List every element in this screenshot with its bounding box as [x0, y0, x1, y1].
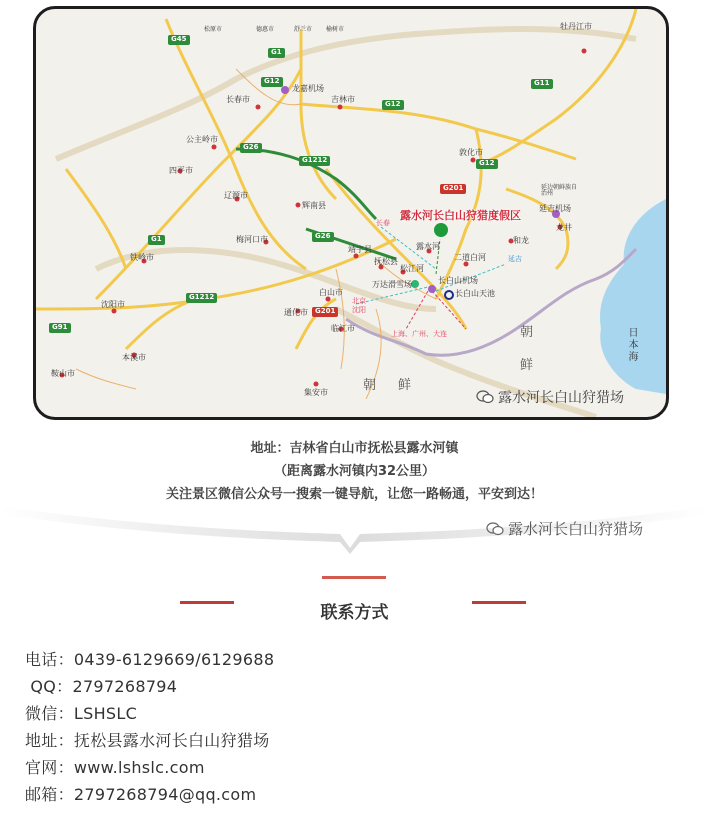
map-city-label: 万达滑雪场 [372, 280, 412, 289]
contact-email[interactable]: 邮箱：2797268794@qq.com [25, 785, 257, 804]
map-watermark [476, 387, 624, 407]
map-city-label: 白山市 [319, 288, 343, 297]
navigation-note: 关注景区微信公众号一搜索一键导航，让您一路畅通，平安到达！ [165, 487, 543, 502]
route-label: 延吉 [508, 255, 522, 263]
route-label: 长春 [376, 219, 390, 227]
highway-shield: G1 [268, 48, 285, 58]
map-city-label: 鞍山市 [51, 369, 75, 378]
resort-title: 露水河长白山狩猎度假区 [400, 209, 521, 222]
map-city-label: 和龙 [513, 236, 529, 245]
highway-shield: G1212 [186, 293, 217, 303]
highway-shield: G1 [148, 235, 165, 245]
map-city-label: 敦化市 [459, 148, 483, 157]
sea-label: 日本海 [626, 327, 637, 363]
highway-shield: G11 [531, 79, 553, 89]
route-label: 上海、广州、大连 [391, 330, 447, 338]
region-label: 朝 [520, 325, 534, 340]
highway-shield: G45 [168, 35, 190, 45]
map-city-label: 临江市 [331, 324, 355, 333]
route-label: 沈阳 [352, 306, 366, 314]
highway-shield: G201 [440, 184, 466, 194]
wechat-icon [486, 522, 504, 536]
contact-website[interactable]: 官网：www.lshslc.com [25, 758, 205, 777]
map-city-label: 舒兰市 [294, 26, 313, 33]
highway-shield: G26 [240, 143, 262, 153]
highway-shield: G12 [382, 100, 404, 110]
map-city-label: 松江河 [400, 264, 424, 273]
map-city-label: 长白山机场 [438, 276, 478, 285]
map-city-label: 辽源市 [224, 191, 248, 200]
map-city-label: 延边朝鲜族自治州 [541, 184, 578, 197]
title-accent [322, 576, 386, 579]
region-label: 鲜 [398, 378, 412, 393]
highway-shield: G26 [312, 232, 334, 242]
map-city-label: 集安市 [304, 388, 328, 397]
address-line: 地址：吉林省白山市抚松县露水河镇 [250, 441, 459, 456]
map-city-label: 露水河 [416, 242, 440, 251]
map-city-label: 抚松县 [374, 257, 398, 266]
map-city-label: 四平市 [169, 166, 193, 175]
map-city-label: 本溪市 [122, 353, 146, 362]
highway-shield: G12 [476, 159, 498, 169]
map-city-label: 延吉机场 [539, 204, 571, 213]
region-label: 朝 [363, 378, 377, 393]
route-label: 北京 [352, 297, 366, 305]
map-city-label: 长春市 [226, 95, 250, 104]
section-watermark-text: 露水河长白山狩猎场 [508, 520, 644, 538]
sea-area [600, 199, 666, 394]
map-city-label: 牡丹江市 [560, 22, 592, 31]
contact-phone: 电话：0439-6129669/6129688 [25, 650, 275, 669]
map-city-label: 辉南县 [302, 201, 326, 210]
map-city-label: 龙井 [556, 223, 572, 232]
map-city-label: 龙嘉机场 [292, 84, 324, 93]
highway-shield: G201 [312, 307, 338, 317]
map-city-label: 梅河口市 [236, 235, 268, 244]
map-frame [33, 6, 669, 420]
region-label: 鲜 [520, 358, 534, 373]
map-city-label: 沈阳市 [101, 300, 125, 309]
highway-shield: G91 [49, 323, 71, 333]
map-city-label: 吉林市 [331, 95, 355, 104]
contact-address: 地址：抚松县露水河长白山狩猎场 [25, 731, 270, 750]
map-city-label: 铁岭市 [130, 253, 154, 262]
contact-wechat: 微信：LSHSLC [25, 704, 138, 723]
section-watermark [486, 518, 643, 539]
map-watermark-text: 露水河长白山狩猎场 [498, 390, 624, 406]
map-city-label: 德惠市 [256, 26, 275, 33]
highway-shield: G12 [261, 77, 283, 87]
map-city-label: 通化市 [284, 308, 308, 317]
map-city-label: 松原市 [204, 26, 223, 33]
contact-title: 联系方式 [320, 603, 389, 623]
distance-note: （距离露水河镇内32公里） [273, 464, 436, 479]
map-city-label: 靖宇县 [348, 245, 372, 254]
contact-qq: QQ：2797268794 [25, 677, 178, 696]
map-city-label: 二道白河 [454, 253, 486, 262]
map-city-label: 长白山天池 [455, 289, 495, 298]
resort-pin [434, 223, 448, 237]
map-city-label: 榆树市 [326, 26, 345, 33]
highway-shield: G1212 [299, 156, 330, 166]
wechat-icon [476, 390, 494, 404]
map-city-label: 公主岭市 [186, 135, 218, 144]
